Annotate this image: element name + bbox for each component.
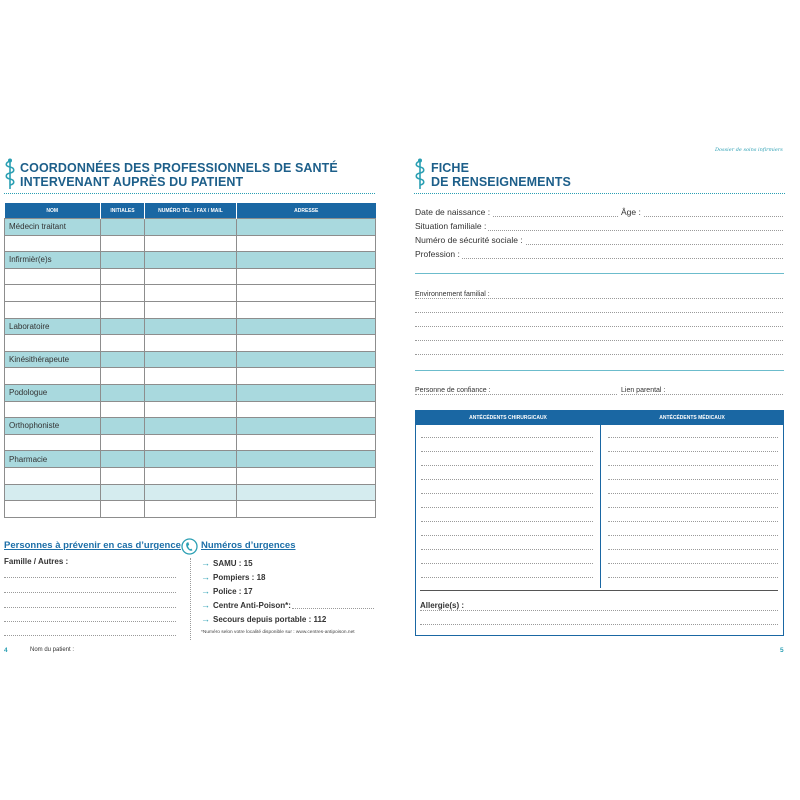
row-label[interactable] [5,268,101,285]
row-label[interactable] [5,401,101,418]
contact-line[interactable] [4,607,176,608]
allergy-label: Allergie(s) : [420,601,465,610]
table-row [5,268,376,285]
medical-line[interactable] [608,437,778,438]
table-row [5,418,376,435]
relation-label: Lien parental : [621,387,666,394]
arrow-right-icon: → [201,600,210,610]
col-header-initials: INITIALES [101,203,145,219]
col-header-name: NOM [5,203,101,219]
surgical-line[interactable] [421,521,593,522]
environment-label: Environnement familial : [415,291,490,298]
arrow-right-icon: → [201,586,210,596]
environment-line[interactable] [415,340,783,341]
table-row [5,434,376,451]
family-status-label: Situation familiale : [415,221,487,231]
left-title-rule [4,193,375,194]
emergency-police: → Police : 17 [201,586,253,596]
medical-line[interactable] [608,493,778,494]
row-label[interactable] [5,301,101,318]
page-number-right: 5 [780,647,784,654]
table-row [5,451,376,468]
row-label[interactable] [5,434,101,451]
row-label[interactable]: Kinésithérapeute [5,351,101,368]
row-label[interactable]: Infirmièr(e)s [5,252,101,269]
row-label[interactable]: Pharmacie [5,451,101,468]
medical-line[interactable] [608,507,778,508]
professionals-table [4,203,376,518]
row-label[interactable] [5,235,101,252]
emergency-samu: → SAMU : 15 [201,558,253,568]
left-title-line1: COORDONNÉES DES PROFESSIONNELS DE SANTÉ [20,161,338,175]
table-row [5,467,376,484]
allergy-field[interactable] [420,610,778,611]
family-label: Famille / Autres : [4,557,69,566]
emergency-portable: → Secours depuis portable : 112 [201,614,327,624]
environment-line[interactable] [415,312,783,313]
contact-line[interactable] [4,577,176,578]
left-page-title [20,161,338,189]
medical-line[interactable] [608,535,778,536]
relation-field[interactable] [621,394,783,395]
contact-line[interactable] [4,621,176,622]
environment-line[interactable] [415,326,783,327]
trusted-person-field[interactable] [415,394,617,395]
allergy-rule [420,590,778,591]
table-row [5,501,376,518]
caduceus-icon [3,158,17,190]
medical-line[interactable] [608,479,778,480]
surgical-header: ANTÉCÉDENTS CHIRURGICAUX [416,411,600,425]
right-title-line1: FICHE [431,161,469,175]
running-header: Dossier de soins infirmiers [715,147,783,153]
surgical-line[interactable] [421,451,593,452]
page-number-left: 4 [4,647,8,654]
surgical-line[interactable] [421,535,593,536]
left-title-line2: INTERVENANT AUPRÈS DU PATIENT [20,175,244,189]
table-row [5,285,376,302]
table-row [5,219,376,236]
table-header-row [5,203,376,219]
surgical-line[interactable] [421,577,593,578]
medical-line[interactable] [608,521,778,522]
table-row [5,368,376,385]
table-row [5,252,376,269]
age-label: Âge : [621,207,641,217]
col-header-phone: NUMÉRO TÉL. / FAX / MAIL [145,203,237,219]
phone-icon [181,538,198,555]
row-label[interactable] [5,335,101,352]
ssn-label: Numéro de sécurité sociale : [415,235,523,245]
table-row [5,318,376,335]
medical-header: ANTÉCÉDENTS MÉDICAUX [601,411,783,425]
row-label[interactable] [5,285,101,302]
surgical-line[interactable] [421,479,593,480]
table-row [5,351,376,368]
environment-field[interactable] [415,298,783,299]
surgical-line[interactable] [421,507,593,508]
right-title-rule [414,193,785,194]
arrow-right-icon: → [201,614,210,624]
profession-label: Profession : [415,249,460,259]
surgical-line[interactable] [421,437,593,438]
surgical-line[interactable] [421,493,593,494]
emergency-pompiers: → Pompiers : 18 [201,572,266,582]
patient-name-label: Nom du patient : [30,647,75,653]
emergency-heading: Numéros d’urgences [201,540,296,551]
col-header-address: ADRESSE [237,203,376,219]
medical-line[interactable] [608,465,778,466]
medical-line[interactable] [608,549,778,550]
section-divider [190,558,191,640]
row-label[interactable] [5,484,101,501]
contact-line[interactable] [4,592,176,593]
emergency-antipoison: → Centre Anti-Poison*: [201,600,291,610]
antipoison-fill-line[interactable] [292,608,374,609]
table-row [5,301,376,318]
medical-line[interactable] [608,577,778,578]
row-label[interactable] [5,368,101,385]
right-page-title [431,161,571,189]
arrow-right-icon: → [201,558,210,568]
surgical-line[interactable] [421,549,593,550]
age-field[interactable] [621,216,783,217]
footnote: *Numéro selon votre localité disponible sur : www.centres-antipoison.net [201,630,355,635]
row-label[interactable]: Médecin traitant [5,219,101,236]
arrow-right-icon: → [201,572,210,582]
caduceus-icon [413,158,427,190]
profession-field[interactable] [415,258,783,259]
right-title-line2: DE RENSEIGNEMENTS [431,175,571,189]
table-row [5,235,376,252]
medical-line[interactable] [608,563,778,564]
trusted-person-label: Personne de confiance : [415,387,491,394]
antecedents-divider [600,411,601,588]
table-row [5,484,376,501]
table-row [5,401,376,418]
allergy-line[interactable] [420,624,778,625]
birth-date-label: Date de naissance : [415,207,491,217]
surgical-line[interactable] [421,465,593,466]
row-label[interactable]: Podologue [5,384,101,401]
contact-line[interactable] [4,635,176,636]
table-row [5,384,376,401]
section-separator [415,370,784,371]
row-label[interactable] [5,501,101,518]
medical-line[interactable] [608,451,778,452]
section-separator [415,273,784,274]
surgical-line[interactable] [421,563,593,564]
row-label[interactable]: Laboratoire [5,318,101,335]
environment-line[interactable] [415,354,783,355]
contacts-heading: Personnes à prévenir en cas d’urgence [4,540,181,551]
row-label[interactable] [5,467,101,484]
table-row [5,335,376,352]
row-label[interactable]: Orthophoniste [5,418,101,435]
